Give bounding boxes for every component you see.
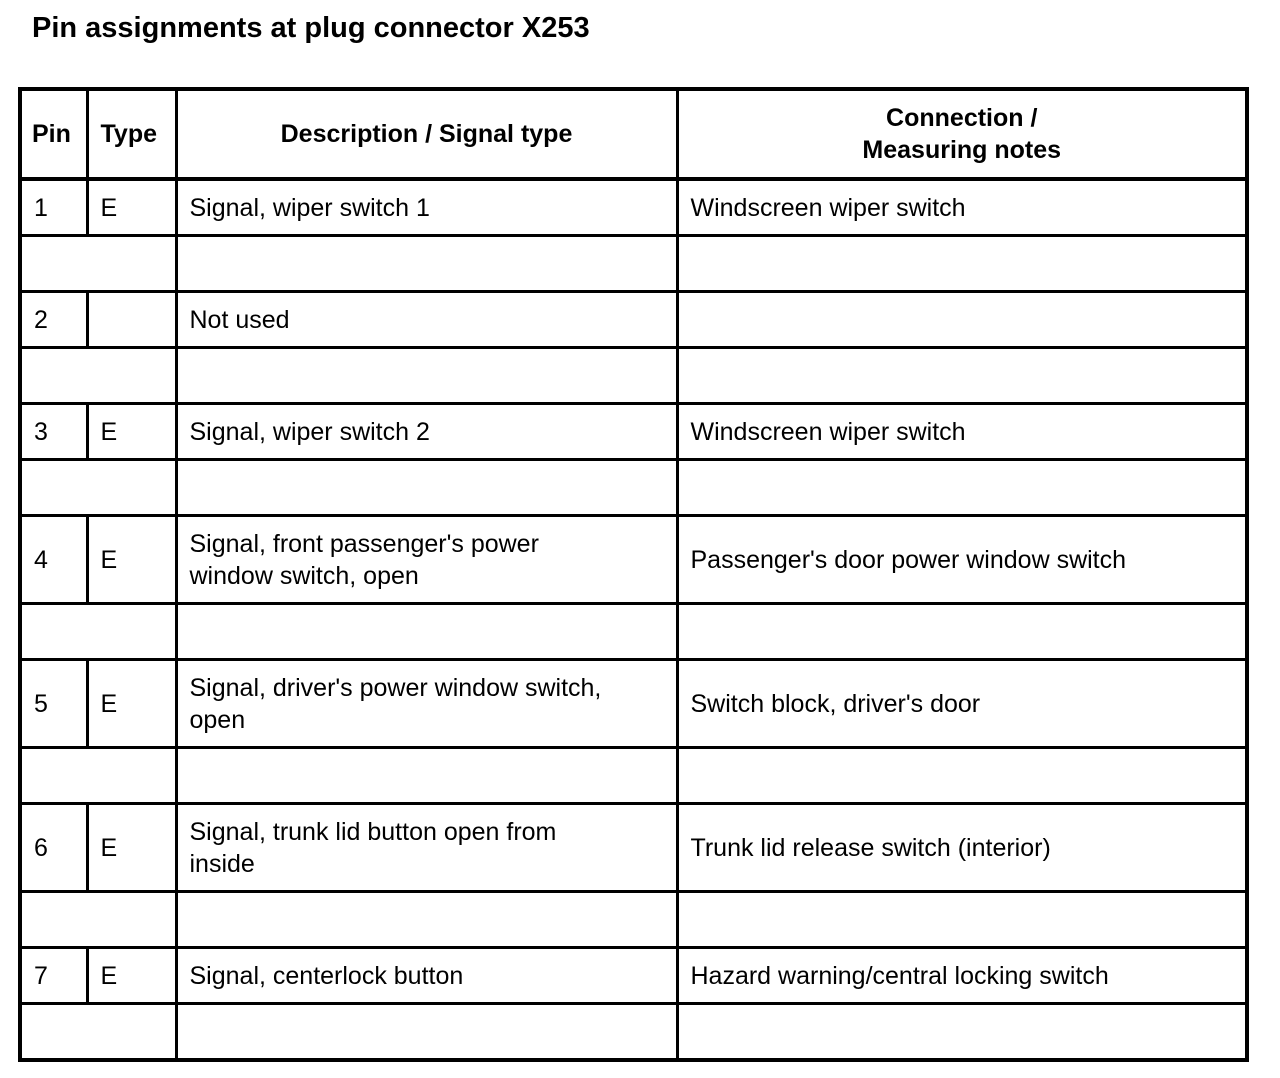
spacer-row (20, 236, 1247, 292)
pin-description (176, 516, 677, 604)
column-header-type: Type (87, 89, 176, 179)
column-header-connection-line2: Measuring notes (862, 136, 1062, 164)
pin-description-line2: inside (189, 849, 255, 878)
pin-description-line1: Signal, driver's power window switch, (189, 673, 602, 702)
pin-assignment-table (18, 87, 1249, 1062)
table-row (20, 948, 1247, 1004)
table-row (20, 516, 1247, 604)
column-header-connection (677, 89, 1247, 179)
pin-description-line1: Signal, front passenger's power (189, 529, 539, 558)
pin-description: Signal, wiper switch 1 (176, 179, 677, 236)
pin-type: E (87, 179, 176, 236)
pin-connection (677, 292, 1247, 348)
pin-description (176, 660, 677, 748)
spacer-row (20, 1004, 1247, 1061)
pin-connection: Switch block, driver's door (677, 660, 1247, 748)
table-row (20, 179, 1247, 236)
table-row (20, 292, 1247, 348)
page-title: Pin assignments at plug connector X253 (32, 12, 590, 44)
pin-connection: Trunk lid release switch (interior) (677, 804, 1247, 892)
pin-type: E (87, 516, 176, 604)
spacer-row (20, 748, 1247, 804)
pin-type: E (87, 804, 176, 892)
pin-description: Signal, wiper switch 2 (176, 404, 677, 460)
pin-type: E (87, 948, 176, 1004)
spacer-row (20, 460, 1247, 516)
pin-number: 4 (20, 516, 87, 604)
pin-description-line2: window switch, open (189, 561, 419, 590)
pin-connection: Windscreen wiper switch (677, 404, 1247, 460)
pin-connection: Passenger's door power window switch (677, 516, 1247, 604)
pin-description-line1: Signal, trunk lid button open from (189, 817, 557, 846)
spacer-row (20, 604, 1247, 660)
pin-type (87, 292, 176, 348)
pin-number: 7 (20, 948, 87, 1004)
pin-number: 1 (20, 179, 87, 236)
pin-connection: Hazard warning/central locking switch (677, 948, 1247, 1004)
pin-description-line2: open (189, 705, 246, 734)
column-header-pin: Pin (20, 89, 87, 179)
pin-type: E (87, 404, 176, 460)
pin-number: 2 (20, 292, 87, 348)
pin-number: 3 (20, 404, 87, 460)
spacer-row (20, 348, 1247, 404)
pin-description: Signal, centerlock button (176, 948, 677, 1004)
pin-connection: Windscreen wiper switch (677, 179, 1247, 236)
column-header-connection-line1: Connection / (886, 104, 1038, 132)
pin-description (176, 804, 677, 892)
spacer-row (20, 892, 1247, 948)
table-row (20, 660, 1247, 748)
pin-number: 6 (20, 804, 87, 892)
table-header-row (20, 89, 1247, 179)
table-row (20, 804, 1247, 892)
column-header-description: Description / Signal type (176, 89, 677, 179)
table-row (20, 404, 1247, 460)
pin-description: Not used (176, 292, 677, 348)
pin-type: E (87, 660, 176, 748)
pin-number: 5 (20, 660, 87, 748)
